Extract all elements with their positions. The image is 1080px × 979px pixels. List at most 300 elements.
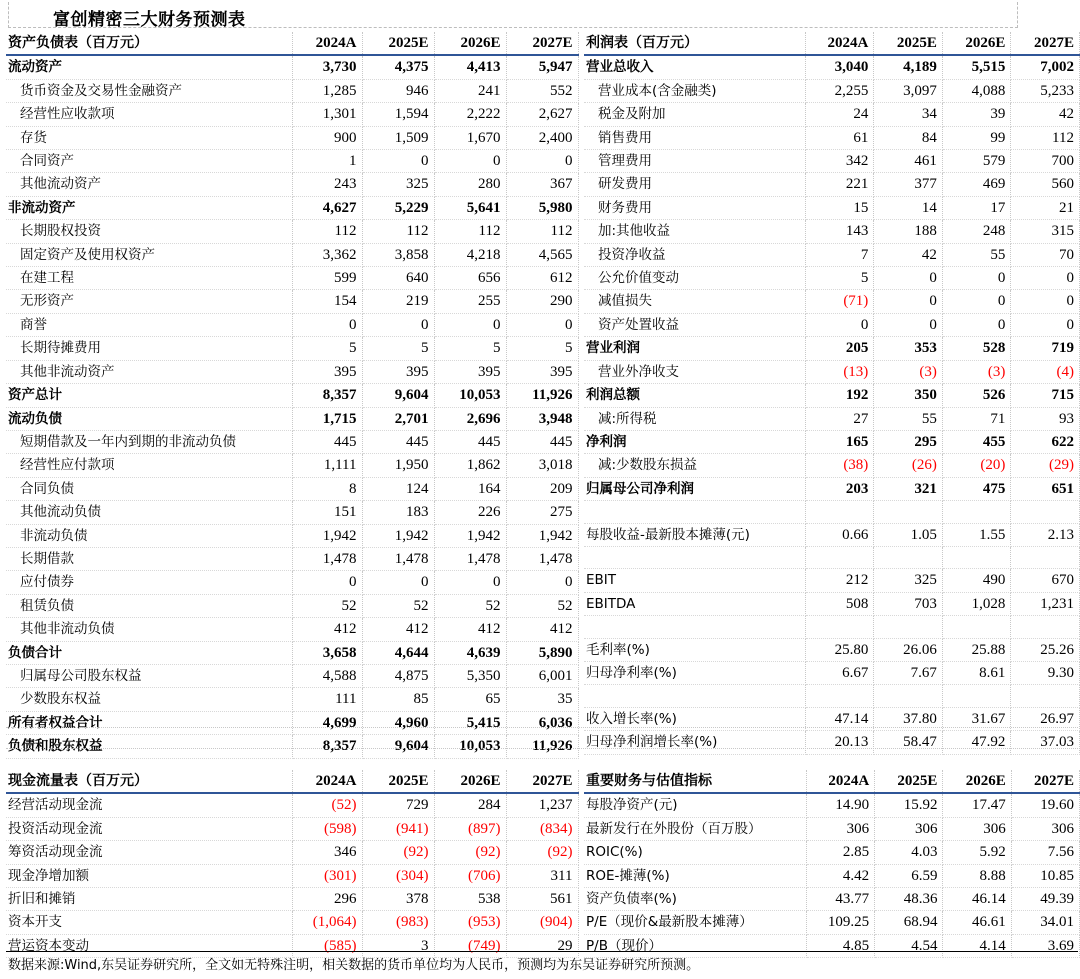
- cell-value: 0: [1011, 290, 1080, 313]
- cell-value: 5,350: [434, 664, 506, 687]
- row-label: 归属母公司股东权益: [6, 664, 292, 687]
- cell-value: 34: [874, 103, 943, 126]
- cell-value: 0: [292, 571, 362, 594]
- table-row: [6, 888, 578, 911]
- income-statement-table: [584, 32, 1080, 755]
- table-row: [584, 103, 1080, 126]
- cell-value: 61: [805, 126, 874, 149]
- cell-value: 0: [434, 571, 506, 594]
- table-header-row: [6, 32, 578, 55]
- cell-value: 212: [805, 569, 874, 592]
- table-row: [6, 594, 578, 617]
- row-label: 营运资本变动: [6, 934, 292, 957]
- cell-value: 0: [874, 290, 943, 313]
- cell-value: 4,189: [874, 55, 943, 79]
- cell-value: 27: [805, 407, 874, 430]
- cell-value: 729: [362, 793, 434, 817]
- row-label: 税金及附加: [584, 103, 805, 126]
- table-row: [584, 360, 1080, 383]
- table-row: [584, 407, 1080, 430]
- row-label: 资本开支: [6, 911, 292, 934]
- cell-value: 1,942: [506, 524, 578, 547]
- row-label: ROE-摊薄(%): [584, 864, 806, 887]
- cell-value: 5,890: [506, 641, 578, 664]
- cell-value: 5,229: [362, 196, 434, 219]
- cell-value: (13): [805, 360, 874, 383]
- cell-value: 445: [434, 430, 506, 453]
- cell-value: 219: [362, 290, 434, 313]
- cell-value: 0: [942, 290, 1011, 313]
- row-label: 加:其他收益: [584, 220, 805, 243]
- cell-value: 8,357: [292, 384, 362, 407]
- cell-value: 17.47: [943, 793, 1011, 817]
- cell-value: 55: [942, 243, 1011, 266]
- cell-value: 192: [805, 384, 874, 407]
- cell-value: 4,960: [362, 711, 434, 734]
- row-label: 货币资金及交易性金融资产: [6, 79, 292, 102]
- row-label: 收入增长率(%): [584, 707, 805, 730]
- table-row: [584, 864, 1080, 887]
- table-row: [584, 569, 1080, 592]
- table-row: [6, 79, 578, 102]
- cell-value: 4,413: [434, 55, 506, 79]
- row-label: ROIC(%): [584, 841, 806, 864]
- cell-value: 8.61: [942, 661, 1011, 684]
- cell-value: 412: [506, 618, 578, 641]
- column-header: 2024A: [806, 770, 874, 793]
- cell-value: 2,400: [506, 126, 578, 149]
- table-header-row: [584, 32, 1080, 55]
- cell-value: 552: [506, 79, 578, 102]
- cell-value: 346: [292, 841, 362, 864]
- table-row: [6, 793, 578, 817]
- row-label: 流动资产: [6, 55, 292, 79]
- row-label: 财务费用: [584, 196, 805, 219]
- cell-value: 946: [362, 79, 434, 102]
- page-title: 富创精密三大财务预测表: [53, 10, 246, 30]
- cell-value: 84: [874, 126, 943, 149]
- table-row: [6, 547, 578, 570]
- cell-value: 42: [874, 243, 943, 266]
- table-row: [584, 196, 1080, 219]
- cell-value: 4,218: [434, 243, 506, 266]
- cell-value: 561: [506, 888, 578, 911]
- row-label: EBITDA: [584, 592, 805, 615]
- row-label: 减:少数股东损益: [584, 454, 805, 477]
- table-row: [6, 220, 578, 243]
- table-row: [6, 267, 578, 290]
- row-label: 非流动资产: [6, 196, 292, 219]
- table-row: [584, 911, 1080, 934]
- cell-value: 1,478: [362, 547, 434, 570]
- cell-value: 2,627: [506, 103, 578, 126]
- cell-value: 306: [806, 817, 874, 840]
- cell-value: 2.85: [806, 841, 874, 864]
- cell-value: [942, 685, 1011, 707]
- column-header: 2024A: [292, 32, 362, 55]
- table-row: [584, 888, 1080, 911]
- cell-value: 17: [942, 196, 1011, 219]
- cell-value: 367: [506, 173, 578, 196]
- cell-value: 248: [942, 220, 1011, 243]
- row-label: P/B（现价）: [584, 934, 806, 957]
- cell-value: 1,862: [434, 454, 506, 477]
- table-row: [6, 735, 578, 758]
- cell-value: 4,627: [292, 196, 362, 219]
- table-row: [584, 501, 1080, 523]
- cell-value: 49.39: [1011, 888, 1079, 911]
- row-label: 合同负债: [6, 477, 292, 500]
- cell-value: 221: [805, 173, 874, 196]
- column-header: 2027E: [1011, 770, 1079, 793]
- table-row: [6, 641, 578, 664]
- cell-value: 5: [506, 337, 578, 360]
- cell-value: 124: [362, 477, 434, 500]
- cell-value: 612: [506, 267, 578, 290]
- cell-value: 0: [362, 150, 434, 173]
- cell-value: 25.26: [1011, 638, 1080, 661]
- cell-value: 5,515: [942, 55, 1011, 79]
- row-label: 少数股东权益: [6, 688, 292, 711]
- cell-value: 143: [805, 220, 874, 243]
- cell-value: 350: [874, 384, 943, 407]
- cell-value: 579: [942, 150, 1011, 173]
- row-label: EBIT: [584, 569, 805, 592]
- cell-value: 255: [434, 290, 506, 313]
- cell-value: 226: [434, 501, 506, 524]
- cell-value: 306: [1011, 817, 1079, 840]
- column-header: 2026E: [434, 770, 506, 793]
- table-title: 重要财务与估值指标: [584, 770, 806, 793]
- table-row: [584, 477, 1080, 500]
- cell-value: 526: [942, 384, 1011, 407]
- cell-value: 6.59: [875, 864, 943, 887]
- table-title: 利润表（百万元）: [584, 32, 805, 55]
- cell-value: [1011, 501, 1080, 523]
- row-label: 每股净资产(元): [584, 793, 806, 817]
- cell-value: 0: [362, 313, 434, 336]
- cell-value: 47.14: [805, 707, 874, 730]
- cell-value: 321: [874, 477, 943, 500]
- table-row: [6, 55, 578, 79]
- cell-value: 11,926: [506, 384, 578, 407]
- cell-value: 3,948: [506, 407, 578, 430]
- cell-value: 4.03: [875, 841, 943, 864]
- column-header: 2025E: [362, 770, 434, 793]
- table-row: [6, 524, 578, 547]
- cell-value: 1,942: [434, 524, 506, 547]
- cell-value: 6,001: [506, 664, 578, 687]
- cell-value: [1011, 685, 1080, 707]
- table-row: [584, 731, 1080, 754]
- cell-value: 48.36: [875, 888, 943, 911]
- table-row: [6, 477, 578, 500]
- cell-value: 306: [875, 817, 943, 840]
- row-label: 经营性应收款项: [6, 103, 292, 126]
- row-label: 长期借款: [6, 547, 292, 570]
- cell-value: 4.14: [943, 934, 1011, 957]
- table-row: [584, 592, 1080, 615]
- cell-value: 4,088: [942, 79, 1011, 102]
- row-label: 负债合计: [6, 641, 292, 664]
- column-header: 2024A: [292, 770, 362, 793]
- table-row: [6, 337, 578, 360]
- cell-value: 4.42: [806, 864, 874, 887]
- row-label: 其他非流动负债: [6, 618, 292, 641]
- table-row: [6, 290, 578, 313]
- cell-value: 3: [362, 934, 434, 957]
- table-row: [6, 911, 578, 934]
- cell-value: 71: [942, 407, 1011, 430]
- cell-value: 4,588: [292, 664, 362, 687]
- cell-value: 469: [942, 173, 1011, 196]
- cell-value: 0: [874, 313, 943, 336]
- row-label: 流动负债: [6, 407, 292, 430]
- table-row: [6, 173, 578, 196]
- cell-value: 165: [805, 430, 874, 453]
- cell-value: 14.90: [806, 793, 874, 817]
- cell-value: 5,641: [434, 196, 506, 219]
- row-label: 毛利率(%): [584, 638, 805, 661]
- cell-value: 154: [292, 290, 362, 313]
- cell-value: (92): [506, 841, 578, 864]
- cell-value: 412: [362, 618, 434, 641]
- row-label: 资产总计: [6, 384, 292, 407]
- cell-value: 280: [434, 173, 506, 196]
- cell-value: (706): [434, 864, 506, 887]
- cell-value: 15: [805, 196, 874, 219]
- row-label: 销售费用: [584, 126, 805, 149]
- cell-value: 5,415: [434, 711, 506, 734]
- column-header: 2027E: [506, 770, 578, 793]
- cell-value: (1,064): [292, 911, 362, 934]
- cell-value: 9.30: [1011, 661, 1080, 684]
- cell-value: [1011, 546, 1080, 568]
- cell-value: 275: [506, 501, 578, 524]
- table-title: 资产负债表（百万元）: [6, 32, 292, 55]
- cell-value: 1,478: [434, 547, 506, 570]
- cell-value: 112: [292, 220, 362, 243]
- cell-value: 109.25: [806, 911, 874, 934]
- cell-value: 6.67: [805, 661, 874, 684]
- table-row: [584, 79, 1080, 102]
- cell-value: 9,604: [362, 384, 434, 407]
- table-row: [6, 501, 578, 524]
- row-label: 合同资产: [6, 150, 292, 173]
- table-row: [6, 407, 578, 430]
- cell-value: [942, 501, 1011, 523]
- cell-value: (749): [434, 934, 506, 957]
- table-row: [584, 267, 1080, 290]
- cell-value: 7.56: [1011, 841, 1079, 864]
- cell-value: 11,926: [506, 735, 578, 758]
- cell-value: 112: [362, 220, 434, 243]
- cell-value: 306: [943, 817, 1011, 840]
- cell-value: 29: [506, 934, 578, 957]
- table-row: [584, 793, 1080, 817]
- cell-value: 1,237: [506, 793, 578, 817]
- cell-value: 0: [434, 150, 506, 173]
- table-row: [6, 313, 578, 336]
- cell-value: 5: [362, 337, 434, 360]
- table-row: [584, 817, 1080, 840]
- cell-value: 8,357: [292, 735, 362, 758]
- row-label: 归属母公司净利润: [584, 477, 805, 500]
- cell-value: 70: [1011, 243, 1080, 266]
- cell-value: 0: [1011, 267, 1080, 290]
- row-label: 经营性应付款项: [6, 454, 292, 477]
- table-row: [6, 196, 578, 219]
- table-row: [584, 685, 1080, 707]
- row-label: 管理费用: [584, 150, 805, 173]
- cell-value: 3,730: [292, 55, 362, 79]
- cell-value: [942, 546, 1011, 568]
- cell-value: [805, 616, 874, 638]
- cell-value: 445: [292, 430, 362, 453]
- row-label: 长期股权投资: [6, 220, 292, 243]
- cell-value: 445: [362, 430, 434, 453]
- cell-value: 6,036: [506, 711, 578, 734]
- table-header-row: [584, 770, 1080, 793]
- column-header: 2026E: [943, 770, 1011, 793]
- column-header: 2025E: [875, 770, 943, 793]
- table-row: [584, 290, 1080, 313]
- table-row: [6, 384, 578, 407]
- row-label: 投资活动现金流: [6, 817, 292, 840]
- cell-value: 241: [434, 79, 506, 102]
- cell-value: 1,509: [362, 126, 434, 149]
- cell-value: 26.97: [1011, 707, 1080, 730]
- cell-value: 209: [506, 477, 578, 500]
- cell-value: 5: [434, 337, 506, 360]
- table-row: [584, 220, 1080, 243]
- cell-value: 1: [292, 150, 362, 173]
- cell-value: 112: [1011, 126, 1080, 149]
- cell-value: 2.13: [1011, 523, 1080, 546]
- cell-value: 599: [292, 267, 362, 290]
- cell-value: 0: [805, 313, 874, 336]
- cell-value: (585): [292, 934, 362, 957]
- cell-value: 5.92: [943, 841, 1011, 864]
- table-row: [6, 618, 578, 641]
- cell-value: 9,604: [362, 735, 434, 758]
- table-row: [584, 150, 1080, 173]
- cell-value: 20.13: [805, 731, 874, 754]
- cell-value: 37.80: [874, 707, 943, 730]
- cell-value: 0: [292, 313, 362, 336]
- cell-value: 164: [434, 477, 506, 500]
- cell-value: 39: [942, 103, 1011, 126]
- footnote: 数据来源:Wind,东吴证券研究所，全文如无特殊注明，相关数据的货币单位均为人民币，预测均为东吴证券研究所预测。: [8, 958, 700, 973]
- cell-value: 5,947: [506, 55, 578, 79]
- cell-value: 4,375: [362, 55, 434, 79]
- row-label: [584, 685, 805, 707]
- cell-value: 35: [506, 688, 578, 711]
- cell-value: 290: [506, 290, 578, 313]
- cell-value: [874, 685, 943, 707]
- cell-value: 99: [942, 126, 1011, 149]
- cell-value: 412: [292, 618, 362, 641]
- row-label: 长期待摊费用: [6, 337, 292, 360]
- cell-value: 5,233: [1011, 79, 1080, 102]
- cell-value: (20): [942, 454, 1011, 477]
- cell-value: 1,478: [506, 547, 578, 570]
- column-header: 2025E: [874, 32, 943, 55]
- table-row: [6, 688, 578, 711]
- cell-value: 640: [362, 267, 434, 290]
- cell-value: [805, 501, 874, 523]
- cell-value: 4,644: [362, 641, 434, 664]
- cell-value: 43.77: [806, 888, 874, 911]
- cell-value: 10,053: [434, 735, 506, 758]
- cell-value: 0: [874, 267, 943, 290]
- row-label: 营业利润: [584, 337, 805, 360]
- cell-value: 378: [362, 888, 434, 911]
- cell-value: (953): [434, 911, 506, 934]
- cell-value: 151: [292, 501, 362, 524]
- cell-value: (983): [362, 911, 434, 934]
- table-row: [584, 841, 1080, 864]
- cell-value: 703: [874, 592, 943, 615]
- cell-value: 24: [805, 103, 874, 126]
- cell-value: 1,942: [292, 524, 362, 547]
- cell-value: 3,097: [874, 79, 943, 102]
- cell-value: 3,658: [292, 641, 362, 664]
- cell-value: (301): [292, 864, 362, 887]
- cell-value: 1,301: [292, 103, 362, 126]
- table-row: [584, 55, 1080, 79]
- row-label: 减:所得税: [584, 407, 805, 430]
- cell-value: 7: [805, 243, 874, 266]
- cell-value: 203: [805, 477, 874, 500]
- table-row: [6, 711, 578, 734]
- table-row: [6, 817, 578, 840]
- cell-value: 52: [506, 594, 578, 617]
- cell-value: 475: [942, 477, 1011, 500]
- row-label: 营业总收入: [584, 55, 805, 79]
- cell-value: 2,255: [805, 79, 874, 102]
- cell-value: 490: [942, 569, 1011, 592]
- table-row: [6, 454, 578, 477]
- cell-value: (4): [1011, 360, 1080, 383]
- cell-value: 2,222: [434, 103, 506, 126]
- cell-value: (304): [362, 864, 434, 887]
- row-label: 营业成本(含金融类): [584, 79, 805, 102]
- cell-value: 1,231: [1011, 592, 1080, 615]
- cell-value: 46.14: [943, 888, 1011, 911]
- cell-value: 412: [434, 618, 506, 641]
- table-row: [6, 150, 578, 173]
- cell-value: 188: [874, 220, 943, 243]
- cell-value: 0: [506, 571, 578, 594]
- row-label: [584, 616, 805, 638]
- cell-value: (834): [506, 817, 578, 840]
- cash-flow-table: [6, 770, 579, 958]
- cell-value: 3,018: [506, 454, 578, 477]
- row-label: 净利润: [584, 430, 805, 453]
- cell-value: 4,639: [434, 641, 506, 664]
- cell-value: 47.92: [942, 731, 1011, 754]
- title-box: [8, 2, 1018, 28]
- row-label: 经营活动现金流: [6, 793, 292, 817]
- cell-value: 315: [1011, 220, 1080, 243]
- row-label: 归母净利润增长率(%): [584, 731, 805, 754]
- table-row: [584, 384, 1080, 407]
- table-row: [584, 173, 1080, 196]
- row-label: 应付债券: [6, 571, 292, 594]
- cell-value: 3.69: [1011, 934, 1079, 957]
- cell-value: 0: [942, 267, 1011, 290]
